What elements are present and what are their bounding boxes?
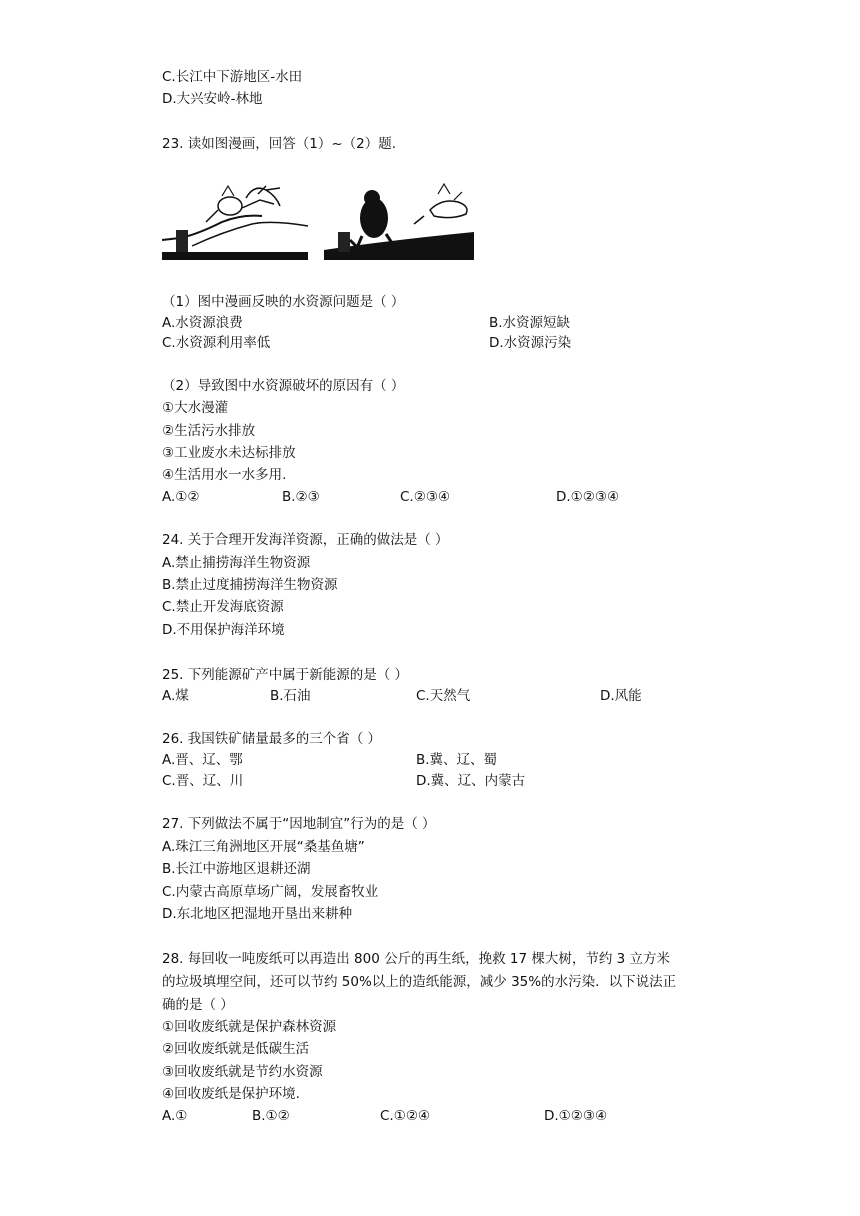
question-28-stem-line: 的垃圾填埋空间，还可以节约 50%以上的造纸能源，减少 35%的水污染．以下说法正 (162, 974, 677, 990)
list-item: ④生活用水一水多用. (162, 467, 287, 483)
option-c: C.水资源利用率低 (162, 335, 271, 351)
option-b: B.长江中游地区退耕还湖 (162, 861, 311, 877)
option-c: C.天然气 (416, 688, 471, 704)
option-c: C.①②④ (380, 1108, 431, 1124)
question-23-1-stem: （1）图中漫画反映的水资源问题是（ ） (162, 294, 405, 310)
option-d: D.水资源污染 (489, 335, 572, 351)
option-b: B.冀、辽、蜀 (416, 752, 498, 768)
question-28-stem-line: 确的是（ ） (162, 997, 234, 1013)
question-26-stem: 26. 我国铁矿储量最多的三个省（ ） (162, 731, 382, 747)
option-c: C.内蒙古高原草场广阔，发展畜牧业 (162, 884, 379, 900)
list-item: ③回收废纸就是节约水资源 (162, 1064, 323, 1080)
option-b: B.水资源短缺 (489, 315, 571, 331)
list-item: ③工业废水未达标排放 (162, 445, 296, 461)
option-b: B.禁止过度捕捞海洋生物资源 (162, 577, 338, 593)
option-b: B.石油 (270, 688, 311, 704)
question-23-2-stem: （2）导致图中水资源破坏的原因有（ ） (162, 378, 405, 394)
option-c: C.禁止开发海底资源 (162, 599, 284, 615)
option-d: D.风能 (600, 688, 642, 704)
option-b: B.②③ (282, 489, 320, 505)
option-a: A.① (162, 1108, 188, 1124)
question-25-stem: 25. 下列能源矿产中属于新能源的是（ ） (162, 667, 409, 683)
question-27-stem: 27. 下列做法不属于“因地制宜”行为的是（ ） (162, 816, 436, 832)
cartoon-panel-right (324, 184, 474, 260)
list-item: ②回收废纸就是低碳生活 (162, 1041, 310, 1057)
option-a: A.①② (162, 489, 200, 505)
option-a: A.珠江三角洲地区开展“桑基鱼塘” (162, 839, 365, 855)
option-d: D.冀、辽、内蒙古 (416, 773, 526, 789)
option-b: B.①② (252, 1108, 290, 1124)
water-pollution-cartoon (162, 180, 474, 268)
option-a: A.煤 (162, 688, 189, 704)
option-c: C.晋、辽、川 (162, 773, 244, 789)
list-item: ①回收废纸就是保护森林资源 (162, 1019, 337, 1035)
question-24-stem: 24. 关于合理开发海洋资源，正确的做法是（ ） (162, 532, 449, 548)
option-a: A.水资源浪费 (162, 315, 243, 331)
list-item: ①大水漫灌 (162, 400, 229, 416)
option-c: C.长江中下游地区-水田 (162, 69, 303, 85)
option-a: A.禁止捕捞海洋生物资源 (162, 555, 311, 571)
cartoon-panel-left (162, 186, 308, 260)
option-a: A.晋、辽、鄂 (162, 752, 243, 768)
option-d: D.①②③④ (556, 489, 620, 505)
option-c: C.②③④ (400, 489, 451, 505)
option-d: D.①②③④ (544, 1108, 608, 1124)
question-28-stem-line: 28. 每回收一吨废纸可以再造出 800 公斤的再生纸，挽救 17 棵大树，节约 3 立方米 (162, 951, 671, 967)
question-23-stem: 23. 读如图漫画，回答（1）~（2）题. (162, 136, 397, 152)
option-d: D.不用保护海洋环境 (162, 622, 285, 638)
list-item: ④回收废纸是保护环境. (162, 1086, 300, 1102)
list-item: ②生活污水排放 (162, 423, 256, 439)
option-d: D.大兴安岭-林地 (162, 91, 263, 107)
option-d: D.东北地区把湿地开垦出来耕种 (162, 906, 353, 922)
